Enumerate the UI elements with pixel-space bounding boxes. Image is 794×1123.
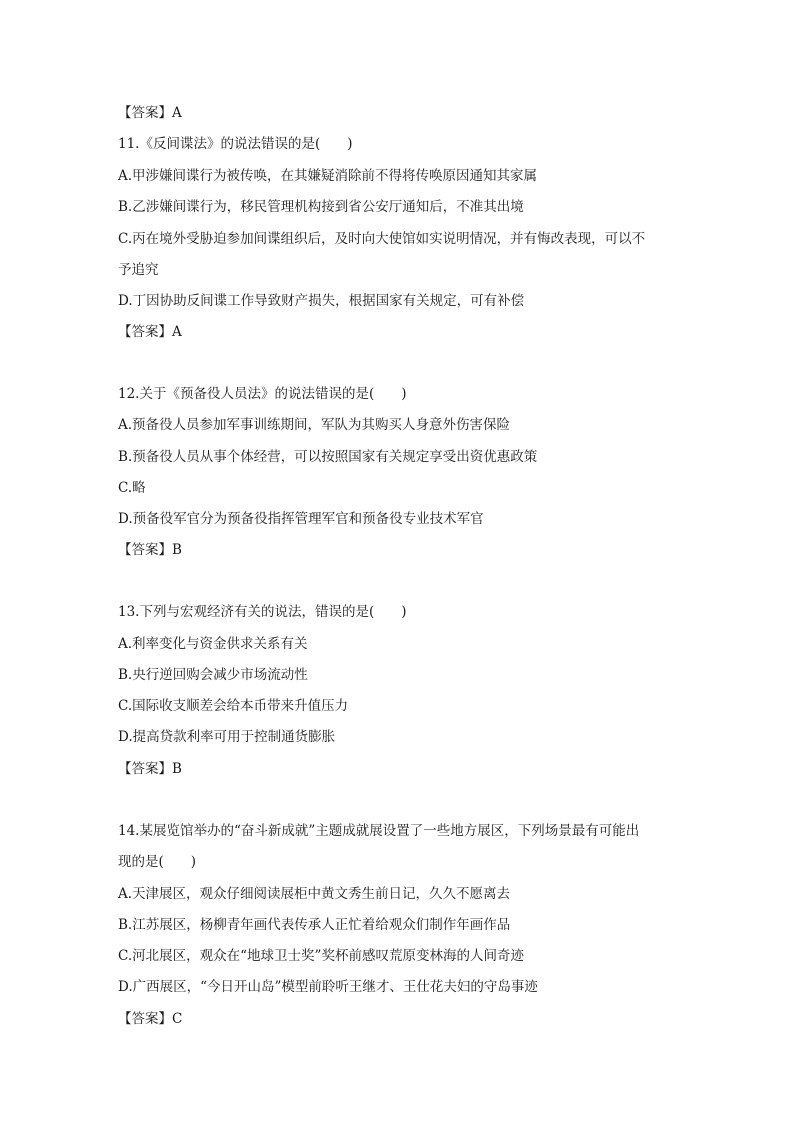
question-13-option-a: A.利率变化与资金供求关系有关: [118, 636, 308, 652]
question-13-option-c: C.国际收支顺差会给本币带来升值压力: [118, 698, 349, 714]
question-14-option-c: C.河北展区，观众在“地球卫士奖”奖杯前感叹荒原变林海的人间奇迹: [118, 948, 524, 964]
question-14-stem-cont: 现的是( ): [118, 854, 197, 870]
question-12-option-c: C.略: [118, 480, 146, 496]
question-11-option-a: A.甲涉嫌间谍行为被传唤，在其嫌疑消除前不得将传唤原因通知其家属: [118, 168, 538, 184]
answer-q11: 【答案】A: [118, 324, 182, 340]
question-11-option-c-cont: 予追究: [118, 262, 159, 278]
question-13-option-d: D.提高贷款利率可用于控制通货膨胀: [118, 729, 336, 745]
answer-q14: 【答案】C: [118, 1011, 183, 1027]
answer-q10: 【答案】A: [118, 105, 182, 121]
question-14-option-a: A.天津展区，观众仔细阅读展柜中黄文秀生前日记，久久不愿离去: [118, 886, 511, 902]
question-12-option-d: D.预备役军官分为预备役指挥管理军官和预备役专业技术军官: [118, 511, 484, 527]
answer-q12: 【答案】B: [118, 542, 182, 558]
question-14-option-d: D.广西展区，“今日开山岛”模型前聆听王继才、王仕花夫妇的守岛事迹: [118, 979, 538, 995]
question-14-stem: 14.某展览馆举办的“奋斗新成就”主题成就展设置了一些地方展区，下列场景最有可能出: [118, 823, 640, 839]
question-11-option-d: D.丁因协助反间谍工作导致财产损失，根据国家有关规定，可有补偿: [118, 293, 525, 309]
question-12-stem: 12.关于《预备役人员法》的说法错误的是( ): [118, 386, 407, 402]
question-13-stem: 13.下列与宏观经济有关的说法，错误的是( ): [118, 604, 407, 620]
question-13-option-b: B.央行逆回购会减少市场流动性: [118, 667, 308, 683]
question-12-option-b: B.预备役人员从事个体经营，可以按照国家有关规定享受出资优惠政策: [118, 449, 538, 465]
answer-q13: 【答案】B: [118, 761, 182, 777]
question-11-option-c: C.丙在境外受胁迫参加间谍组织后，及时向大使馆如实说明情况，并有悔改表现，可以不: [118, 231, 646, 247]
question-14-option-b: B.江苏展区，杨柳青年画代表传承人正忙着给观众们制作年画作品: [118, 917, 511, 933]
question-12-option-a: A.预备役人员参加军事训练期间，军队为其购买人身意外伤害保险: [118, 417, 511, 433]
question-11-stem: 11.《反间谍法》的说法错误的是( ): [118, 136, 353, 152]
question-11-option-b: B.乙涉嫌间谍行为，移民管理机构接到省公安厅通知后，不准其出境: [118, 199, 524, 215]
